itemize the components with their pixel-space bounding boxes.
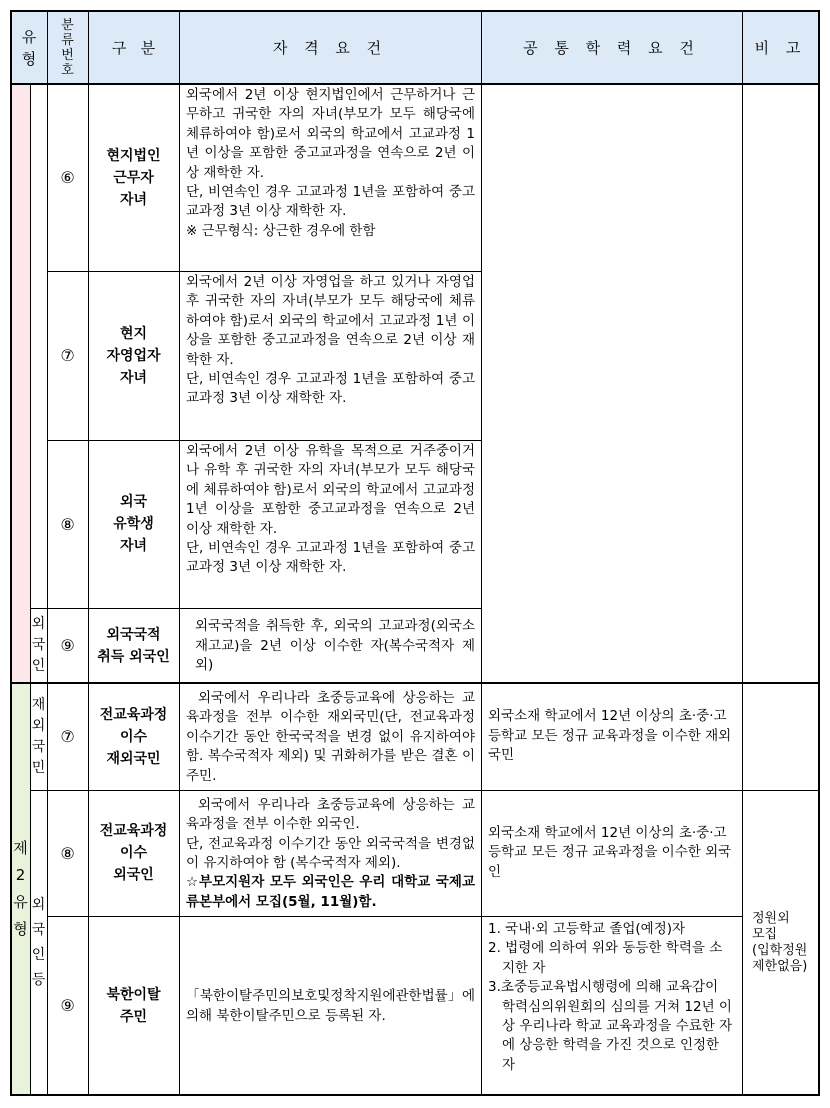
qualification-paragraph: 외국에서 2년 이상 현지법인에서 근무하거나 근무하고 귀국한 자의 자녀(부모가 모두 해당국에 체류하여야 함)로서 외국의 학교에서 고교과정 1년 이상을 포함한 중고교과정을 연속으로 2년 이상 재학한 자. — [186, 87, 475, 181]
name-line: 취득 외국인 — [97, 648, 170, 665]
qualification-paragraph: 외국에서 2년 이상 자영업을 하고 있거나 자영업 후 귀국한 자의 자녀(부모가 모두 해당국에 체류하여야 함)로서 외국의 학교에서 고교과정 1년 이상을 포함한 중고교과정을 연속으로 2년 이상 재학한 자. — [186, 274, 475, 368]
name-line: 주민 — [119, 1008, 148, 1025]
header-qualification: 자 격 요 건 — [179, 11, 481, 84]
row-line — [47, 440, 481, 441]
row-common-edu — [481, 683, 742, 790]
name-line: 근무자 — [113, 169, 154, 186]
row-number: ⑨ — [60, 996, 75, 1015]
name-line: 전교육과정 — [99, 823, 168, 839]
sub-label-char-1: 재 — [31, 696, 46, 713]
row-qualification — [179, 84, 481, 271]
header-remarks: 비 고 — [742, 11, 819, 84]
qualification-paragraph: 「북한이탈주민의보호및정착지원에관한법률」에 의해 북한이탈주민으로 등록된 자. — [186, 988, 475, 1024]
qualification-paragraph: 단, 비연속인 경우 고교과정 1년을 포함하여 중고교과정 3년 이상 재학한 자. — [186, 540, 475, 576]
row-line — [30, 790, 819, 791]
remarks-line: (입학정원 — [752, 942, 808, 958]
col-line-sub — [30, 84, 31, 1095]
qualification-paragraph: 외국에서 우리나라 초중등교육에 상응하는 교육과정을 전부 이수한 외국인. — [186, 796, 475, 833]
name-line: 자영업자 — [106, 347, 161, 364]
sub-label-char-4: 등 — [31, 971, 46, 988]
type2-sub-label-overseas-korean — [30, 683, 47, 790]
common-edu-item: 3.초중등교육법시행령에 의해 교육감이 학력심의위원회의 심의를 거쳐 12년 이상 우리나라 학교 교육과정을 수료한 자에 상응한 학력을 가진 것으로 인정한 자 — [488, 979, 733, 1073]
header-class-no-char-3: 번 — [61, 47, 74, 63]
type2-sub-label-foreigners-etc — [30, 790, 47, 1095]
common-edu-paragraph: 외국소재 학교에서 12년 이상의 초·중·고등학교 모든 정규 교육과정을 이수한 외국인 — [488, 824, 732, 880]
row-line — [47, 271, 481, 272]
row-number: ⑥ — [60, 168, 75, 187]
row-number: ⑦ — [60, 346, 75, 365]
row-category-name — [88, 271, 179, 440]
row-qualification — [179, 916, 481, 1095]
name-line: 이수 — [119, 845, 148, 861]
row-common-edu — [481, 916, 742, 1095]
name-line: 외국인 — [113, 867, 154, 883]
qualification-paragraph: 단, 비연속인 경우 고교과정 1년을 포함하여 중고교과정 3년 이상 재학한 자. — [186, 184, 475, 220]
row-category-name — [88, 608, 179, 683]
common-edu-paragraph: 외국소재 학교에서 12년 이상의 초·중·고등학교 모든 정규 교육과정을 이수한 재외국민 — [488, 708, 732, 764]
row-qualification — [179, 608, 481, 683]
remarks-line: 제한없음) — [752, 958, 808, 974]
sub-label-char-3: 인 — [31, 946, 46, 963]
type2-label-char-4: 형 — [13, 920, 28, 938]
name-line: 재외국민 — [106, 750, 161, 767]
type2-label — [11, 683, 30, 1095]
sub-label-char-1: 외 — [31, 616, 46, 632]
sub-label-char-4: 민 — [31, 759, 46, 776]
row-category-name — [88, 440, 179, 608]
name-line: 현지법인 — [106, 147, 161, 164]
row-category-name — [88, 790, 179, 916]
remarks-line: 정원외 — [752, 910, 790, 926]
col-line — [742, 10, 743, 1096]
col-line — [47, 10, 48, 1096]
sub-label-char-3: 국 — [31, 738, 46, 755]
row-qualification — [179, 271, 481, 440]
row-number: ⑦ — [60, 727, 75, 746]
header-type — [11, 11, 47, 84]
header-class-no — [47, 11, 88, 84]
qualification-paragraph: 단, 비연속인 경우 고교과정 1년을 포함하여 중고교과정 3년 이상 재학한 자. — [186, 371, 475, 407]
name-line: 현지 — [119, 325, 148, 342]
row-qualification — [179, 683, 481, 790]
type1-band — [11, 84, 30, 683]
border-header-bottom — [10, 83, 820, 85]
row-qualification — [179, 440, 481, 608]
common-edu-item: 2. 법령에 의하여 위와 동등한 학력을 소지한 자 — [488, 940, 723, 976]
sub-label-char-3: 인 — [31, 658, 46, 674]
header-category: 구 분 — [88, 11, 179, 84]
name-line: 이수 — [119, 728, 148, 745]
sub-label-char-2: 외 — [31, 717, 46, 734]
header-class-no-char-2: 류 — [61, 32, 74, 48]
qualification-paragraph: 외국에서 2년 이상 유학을 목적으로 거주중이거나 유학 후 귀국한 자의 자녀(부모가 모두 해당국에 체류하여야 함)로서 외국의 학교에서 고교과정 1년 이상을 포함한 중고교과정을 연속으로 2년 이상 재학한 자. — [186, 443, 475, 537]
col-line — [179, 10, 180, 1096]
qualification-paragraph: 외국국적을 취득한 후, 외국의 고교과정(외국소재고교)을 2년 이상 이수한 자(복수국적자 제외) — [195, 618, 475, 674]
border-bottom — [10, 1094, 820, 1096]
type2-label-char-3: 유 — [13, 893, 28, 911]
header-class-no-char-4: 호 — [61, 62, 74, 78]
name-line: 자녀 — [119, 191, 148, 208]
col-line — [88, 10, 89, 1096]
header-type-char-1: 유 — [21, 27, 37, 46]
border-right — [818, 10, 820, 1096]
sub-label-char-1: 외 — [31, 896, 46, 913]
row-category-name — [88, 916, 179, 1095]
remarks-line: 모집 — [752, 926, 778, 942]
row-common-edu — [481, 790, 742, 916]
common-edu-item: 1. 국내·외 고등학교 졸업(예정)자 — [488, 921, 686, 937]
header-class-no-char-1: 분 — [61, 17, 74, 33]
sub-label-char-2: 국 — [31, 921, 46, 938]
row-number: ⑧ — [60, 514, 75, 534]
name-line: 외국국적 — [106, 626, 161, 643]
border-top — [10, 10, 820, 12]
row-number: ⑨ — [60, 636, 75, 655]
qualification-highlight: ☆부모지원자 모두 외국인은 우리 대학교 국제교류본부에서 모집(5월, 11월)함. — [186, 874, 475, 910]
qualification-paragraph: ※ 근무형식: 상근한 경우에 한함 — [186, 222, 376, 239]
sub-label-char-2: 국 — [31, 637, 46, 653]
border-left — [10, 10, 12, 1096]
border-type-divider — [10, 682, 820, 684]
row-line — [30, 608, 481, 609]
name-line: 자녀 — [119, 369, 148, 386]
name-line: 외국 — [119, 494, 148, 510]
row-qualification — [179, 790, 481, 916]
type1-sub-label-foreign — [30, 608, 47, 683]
header-type-char-2: 형 — [21, 49, 37, 68]
row-category-name — [88, 84, 179, 271]
row-number: ⑧ — [60, 843, 75, 863]
qualification-paragraph: 단, 전교육과정 이수기간 동안 외국국적을 변경없이 유지하여야 함 (복수국적자 제외). — [186, 835, 475, 871]
type2-label-char-2: 2 — [15, 866, 26, 884]
type2-label-char-1: 제 — [13, 839, 28, 857]
name-line: 북한이탈 — [106, 986, 161, 1003]
type2-remarks — [742, 790, 819, 1095]
row-category-name — [88, 683, 179, 790]
name-line: 자녀 — [119, 538, 148, 554]
name-line: 유학생 — [113, 516, 154, 532]
name-line: 전교육과정 — [99, 706, 168, 723]
header-common-edu: 공 통 학 력 요 건 — [481, 11, 742, 84]
col-line — [481, 10, 482, 1096]
qualification-paragraph: 외국에서 우리나라 초중등교육에 상응하는 교육과정을 전부 이수한 재외국민(단, 전교육과정 이수기간 동안 한국국적을 변경 없이 유지하여야 함. 복수국적자 제외) 및 귀화허가를 받은 결혼 이주민. — [186, 689, 475, 784]
row-line — [47, 916, 742, 917]
